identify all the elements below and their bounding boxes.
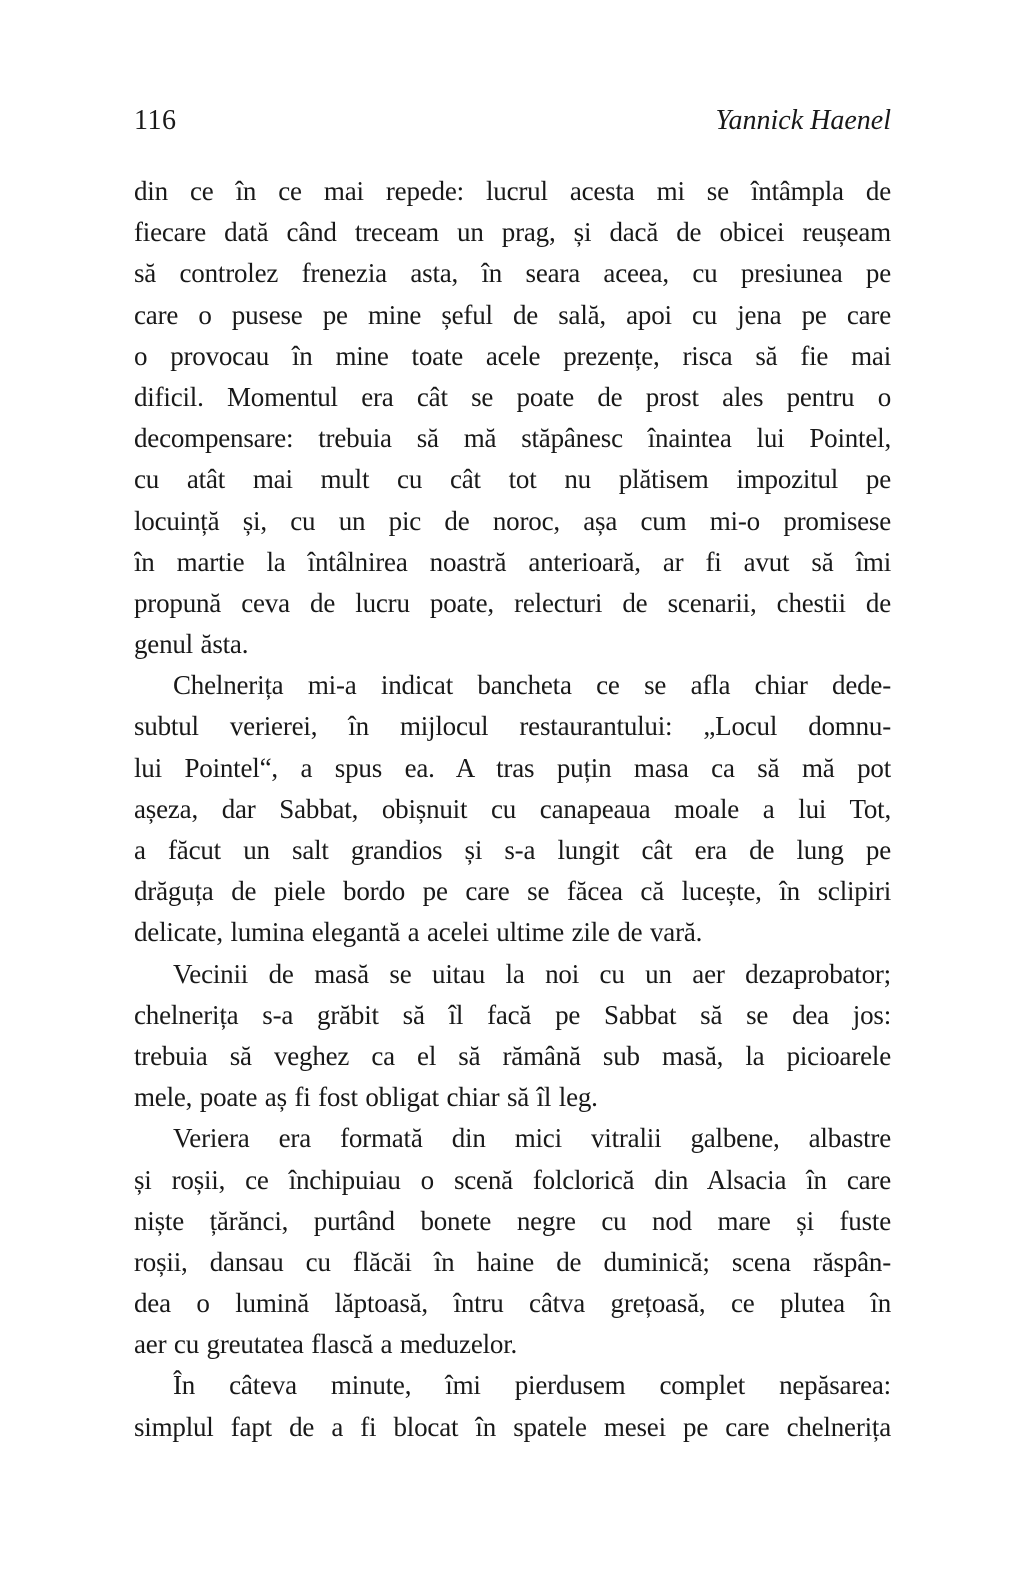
text-line: din ce în ce mai repede: lucrul acesta mi se întâmpla de xyxy=(134,176,891,206)
text-line: genul ăsta. xyxy=(134,629,249,660)
text-line: cu atât mai mult cu cât tot nu plătisem impozitul pe xyxy=(134,464,891,495)
text-line: o provocau în mine toate acele prezențe, risca să fie mai xyxy=(134,340,891,371)
author-name: Yannick Haenel xyxy=(715,105,891,136)
text-line: chelnerița s-a grăbit să îl facă pe Sabbat să se dea jos: xyxy=(134,999,891,1030)
text-line: mele, poate aș fi fost obligat chiar să îl leg. xyxy=(134,1082,598,1113)
text-line: a făcut un salt grandios și s-a lungit cât era de lung pe xyxy=(134,835,891,865)
text-line: trebuia să veghez ca el să rămână sub masă, la picioarele xyxy=(134,1040,891,1071)
text-line: Vecinii de masă se uitau la noi cu un aer dezaprobator; xyxy=(173,958,891,989)
text-line: fiecare dată când treceam un prag, și dacă de obicei reușeam xyxy=(134,217,891,248)
text-line: Chelnerița mi-a indicat bancheta ce se afla chiar dede- xyxy=(173,670,891,701)
text-line: simplul fapt de a fi blocat în spatele mesei pe care chelnerița xyxy=(134,1411,891,1442)
running-header xyxy=(134,101,891,141)
text-line: care o pusese pe mine șeful de sală, apoi cu jena pe care xyxy=(134,299,891,330)
text-line: locuință și, cu un pic de noroc, așa cum mi-o promisese xyxy=(134,505,891,536)
text-line: dificil. Momentul era cât se poate de prost ales pentru o xyxy=(134,381,891,412)
text-line: lui Pointel“, a spus ea. A tras puțin masa ca să mă pot xyxy=(134,752,891,783)
text-line: decompensare: trebuia să mă stăpânesc înaintea lui Pointel, xyxy=(134,423,891,454)
text-line: în martie la întâlnirea noastră anterioară, ar fi avut să îmi xyxy=(134,546,891,577)
text-line: așeza, dar Sabbat, obișnuit cu canapeaua moale a lui Tot, xyxy=(134,793,891,824)
text-line: roșii, dansau cu flăcăi în haine de duminică; scena răspân- xyxy=(134,1246,891,1277)
text-line: propună ceva de lucru poate, relecturi de scenarii, chestii de xyxy=(134,587,891,618)
page-body xyxy=(134,171,891,1448)
page-number: 116 xyxy=(134,105,177,136)
text-line: În câteva minute, îmi pierdusem complet nepăsarea: xyxy=(173,1370,891,1401)
text-line: delicate, lumina elegantă a acelei ultime zile de vară. xyxy=(134,917,703,948)
text-line: să controlez frenezia asta, în seara aceea, cu presiunea pe xyxy=(134,258,891,289)
text-line: Veriera era formată din mici vitralii galbene, albastre xyxy=(173,1123,891,1154)
text-line: și roșii, ce închipuiau o scenă folclorică din Alsacia în care xyxy=(134,1164,891,1195)
text-line: subtul verierei, în mijlocul restaurantului: „Locul domnu- xyxy=(134,711,891,742)
text-line: niște țărănci, purtând bonete negre cu nod mare și fuste xyxy=(134,1205,891,1236)
text-line: aer cu greutatea flască a meduzelor. xyxy=(134,1329,518,1360)
text-line: drăguța de piele bordo pe care se făcea că lucește, în sclipiri xyxy=(134,876,891,907)
text-line: dea o lumină lăptoasă, întru câtva grețoasă, ce plutea în xyxy=(134,1288,891,1319)
